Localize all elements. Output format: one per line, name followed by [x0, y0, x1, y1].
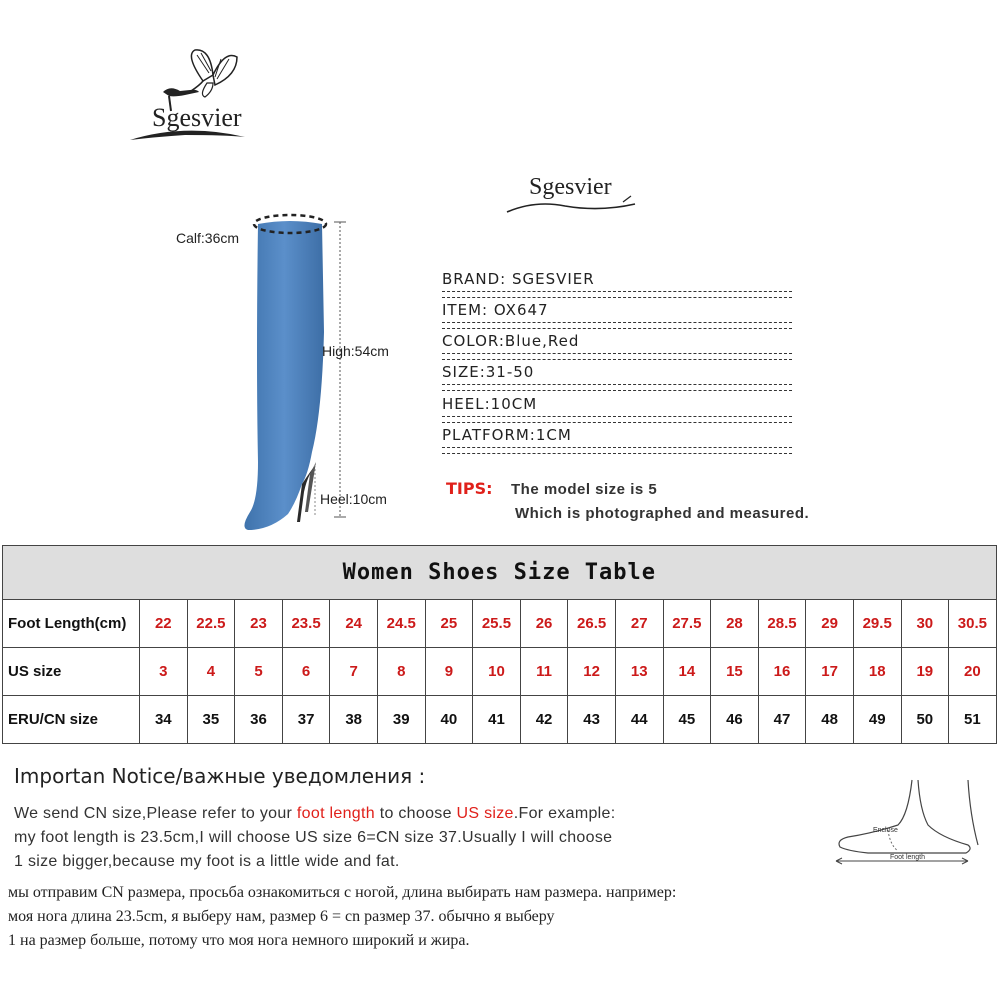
- size-cell: 15: [711, 648, 759, 696]
- notice-en-line-2: my foot length is 23.5cm,I will choose US size 6=CN size 37.Usually I will choose: [14, 829, 613, 846]
- brand-logo-text: Sgesvier: [152, 103, 242, 132]
- size-table-title-row: [3, 546, 997, 600]
- size-cell: 26: [520, 600, 568, 648]
- size-cell: 22.5: [187, 600, 235, 648]
- size-cell: 9: [425, 648, 473, 696]
- tips-label: TIPS:: [446, 479, 493, 498]
- size-cell: 5: [235, 648, 283, 696]
- size-cell: 26.5: [568, 600, 616, 648]
- size-cell: 10: [473, 648, 521, 696]
- size-cell: 23: [235, 600, 283, 648]
- size-cell: 13: [615, 648, 663, 696]
- brand-logo-text: Sgesvier: [529, 174, 612, 200]
- spec-color: COLOR:Blue,Red: [442, 330, 792, 360]
- size-cell: 27.5: [663, 600, 711, 648]
- row-header: US size: [3, 648, 140, 696]
- foot-length-label: Foot length: [890, 854, 926, 861]
- tips-line-1: The model size is 5: [511, 481, 658, 498]
- size-cell: 18: [853, 648, 901, 696]
- size-cell: 16: [758, 648, 806, 696]
- size-cell: 39: [377, 696, 425, 744]
- size-cell: 30: [901, 600, 949, 648]
- size-cell: 17: [806, 648, 854, 696]
- brand-logo-mid: [505, 170, 640, 220]
- notice-en-line-3: 1 size bigger,because my foot is a little wide and fat.: [14, 853, 400, 870]
- size-cell: 28: [711, 600, 759, 648]
- size-cell: 11: [520, 648, 568, 696]
- size-cell: 47: [758, 696, 806, 744]
- foot-length-row: [3, 600, 997, 648]
- notice-title: Importan Notice/важные уведомления :: [14, 764, 426, 788]
- notice-en-line-1: We send CN size,Please refer to your foot length to choose US size.For example:: [14, 805, 616, 822]
- notice-ru-line-2: моя нога длина 23.5cm, я выберу нам, размер 6 = cn размер 37. обычно я выберу: [8, 908, 555, 925]
- logo-swoosh-icon: [505, 170, 640, 220]
- size-cell: 6: [282, 648, 330, 696]
- size-table: [2, 545, 997, 744]
- foot-length-highlight: foot length: [296, 805, 375, 822]
- size-cell: 45: [663, 696, 711, 744]
- size-cell: 35: [187, 696, 235, 744]
- size-cell: 43: [568, 696, 616, 744]
- size-cell: 8: [377, 648, 425, 696]
- size-cell: 40: [425, 696, 473, 744]
- size-cell: 24: [330, 600, 378, 648]
- size-cell: 25: [425, 600, 473, 648]
- size-table-title: Women Shoes Size Table: [3, 546, 997, 600]
- size-cell: 29.5: [853, 600, 901, 648]
- size-cell: 36: [235, 696, 283, 744]
- row-header: ERU/CN size: [3, 696, 140, 744]
- size-cell: 14: [663, 648, 711, 696]
- size-cell: 34: [140, 696, 188, 744]
- brand-logo-top: [125, 45, 265, 155]
- tips-line-2: Which is photographed and measured.: [515, 505, 810, 522]
- size-cell: 4: [187, 648, 235, 696]
- size-cell: 37: [282, 696, 330, 744]
- size-cell: 25.5: [473, 600, 521, 648]
- size-cell: 44: [615, 696, 663, 744]
- spec-brand: BRAND: SGESVIER: [442, 268, 792, 298]
- size-cell: 49: [853, 696, 901, 744]
- size-cell: 22: [140, 600, 188, 648]
- size-cell: 48: [806, 696, 854, 744]
- us-size-row: [3, 648, 997, 696]
- eu-cn-size-row: [3, 696, 997, 744]
- foot-measure-diagram: [828, 775, 988, 870]
- size-cell: 41: [473, 696, 521, 744]
- size-cell: 20: [949, 648, 997, 696]
- size-cell: 30.5: [949, 600, 997, 648]
- size-cell: 3: [140, 648, 188, 696]
- size-cell: 19: [901, 648, 949, 696]
- calf-measurement: Calf:36cm: [176, 230, 240, 246]
- size-cell: 42: [520, 696, 568, 744]
- spec-platform: PLATFORM:1CM: [442, 424, 792, 454]
- butterfly-heel-icon: [125, 45, 265, 155]
- heel-measurement: Heel:10cm: [320, 491, 387, 507]
- size-cell: 23.5: [282, 600, 330, 648]
- size-cell: 27: [615, 600, 663, 648]
- spec-size: SIZE:31-50: [442, 361, 792, 391]
- size-cell: 51: [949, 696, 997, 744]
- spec-heel: HEEL:10CM: [442, 393, 792, 423]
- size-cell: 24.5: [377, 600, 425, 648]
- spec-item: ITEM: OX647: [442, 299, 792, 329]
- size-cell: 50: [901, 696, 949, 744]
- size-cell: 38: [330, 696, 378, 744]
- size-cell: 7: [330, 648, 378, 696]
- size-cell: 12: [568, 648, 616, 696]
- size-cell: 28.5: [758, 600, 806, 648]
- row-header: Foot Length(cm): [3, 600, 140, 648]
- size-cell: 29: [806, 600, 854, 648]
- size-cell: 46: [711, 696, 759, 744]
- notice-ru-line-1: мы отправим CN размера, просьба ознакомиться с ногой, длина выбирать нам размера. например:: [8, 884, 677, 901]
- notice-ru-line-3: 1 на размер больше, потому что моя нога немного широкий и жира.: [8, 932, 470, 949]
- us-size-highlight: US size: [456, 805, 514, 822]
- enclose-label: Enclose: [873, 827, 898, 834]
- height-measurement: High:54cm: [322, 343, 389, 359]
